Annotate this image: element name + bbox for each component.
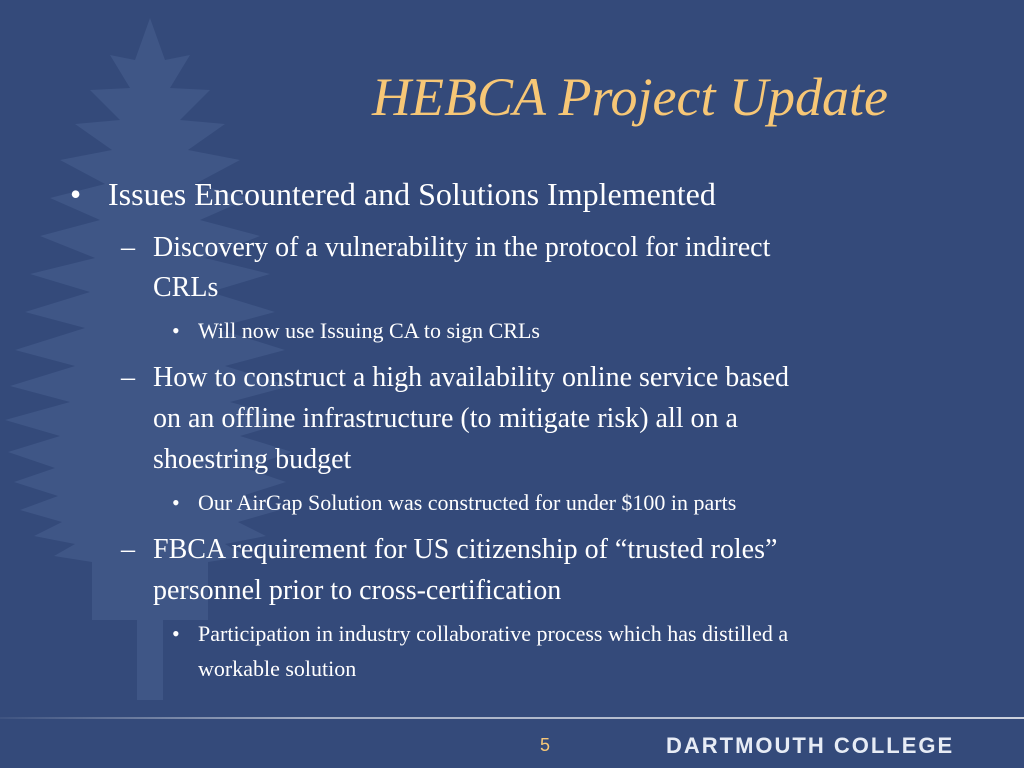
sub-sub-bullet-text: workable solution bbox=[198, 656, 357, 681]
sub-sub-bullet-text: Our AirGap Solution was constructed for under $100 in parts bbox=[198, 490, 737, 515]
sub-sub-bullet-text: Participation in industry collaborative process which has distilled a bbox=[198, 621, 789, 646]
sub-bullet-text: Discovery of a vulnerability in the protocol for indirect bbox=[153, 232, 771, 263]
page-number: 5 bbox=[539, 735, 550, 755]
sub-sub-bullet-marker: • bbox=[172, 621, 180, 646]
footer-divider bbox=[0, 717, 1024, 719]
sub-sub-bullet-text: Will now use Issuing CA to sign CRLs bbox=[198, 318, 540, 343]
sub-bullet-marker: – bbox=[121, 534, 135, 565]
sub-bullet-text: on an offline infrastructure (to mitigate risk) all on a bbox=[153, 403, 738, 434]
bullet-marker: • bbox=[70, 176, 82, 212]
footer-brand: DARTMOUTH COLLEGE bbox=[666, 733, 955, 758]
sub-bullet-marker: – bbox=[121, 362, 135, 393]
sub-bullet-text: How to construct a high availability online service based bbox=[153, 362, 790, 393]
sub-sub-bullet-marker: • bbox=[172, 490, 180, 515]
sub-bullet-text: personnel prior to cross-certification bbox=[153, 575, 562, 606]
sub-bullet-marker: – bbox=[121, 232, 135, 263]
bullet-text: Issues Encountered and Solutions Implemented bbox=[108, 176, 716, 212]
sub-sub-bullet-marker: • bbox=[172, 318, 180, 343]
sub-bullet-text: CRLs bbox=[153, 272, 219, 303]
sub-bullet-text: shoestring budget bbox=[153, 444, 352, 475]
slide-title: HEBCA Project Update bbox=[372, 67, 888, 127]
sub-bullet-text: FBCA requirement for US citizenship of “trusted roles” bbox=[153, 534, 778, 565]
